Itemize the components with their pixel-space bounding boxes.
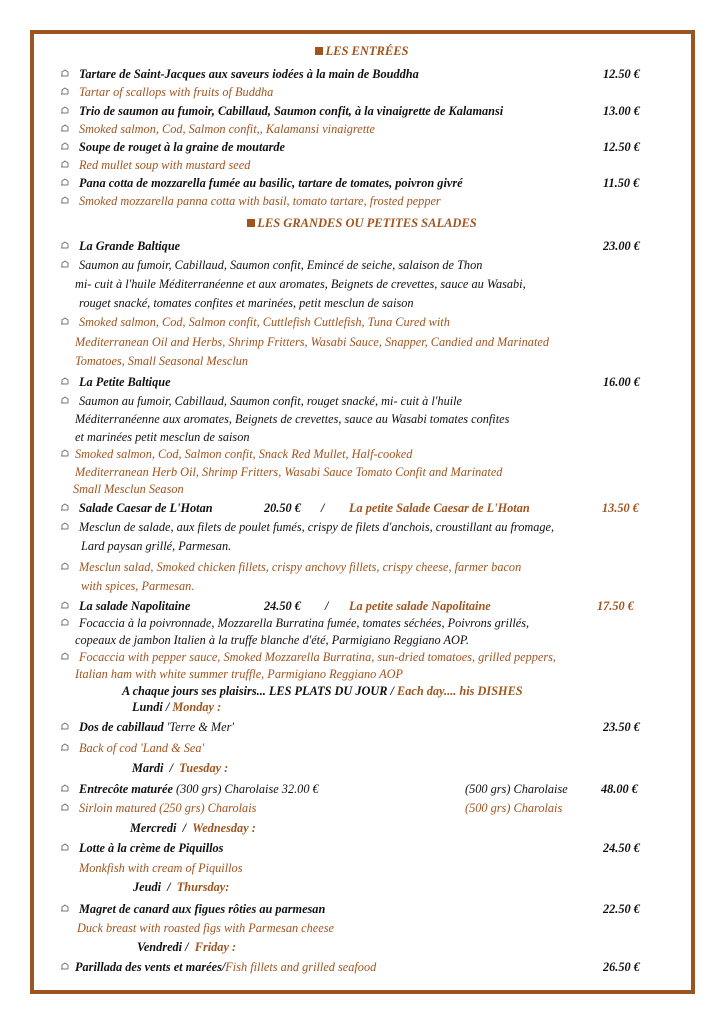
- entree-2-en: Smoked salmon, Cod, Salmon confit,, Kalamansi vinaigrette: [79, 122, 376, 136]
- plats-intro-en: Each day.... his DISHES: [397, 684, 523, 698]
- petite-baltique-en-3: Small Mesclun Season: [73, 482, 184, 496]
- bullet-icon: [60, 803, 69, 811]
- mercredi-dish-fr: Lotte à la crème de Piquillos: [79, 841, 224, 855]
- bullet-icon: [60, 87, 69, 95]
- petite-baltique-en-2: Mediterranean Herb Oil, Shrimp Fritters, Wasabi Sauce Tomato Confit and Marinated: [75, 465, 503, 479]
- bullet-icon: [60, 618, 69, 626]
- napolitaine-desc-2: copeaux de jambon Italien à la truffe blanche d'été, Parmigiano Reggiano AOP.: [75, 633, 469, 647]
- napolitaine-en-1: Focaccia with pepper sauce, Smoked Mozzarella Burratina, sun-dried tomatoes, grilled peppers,: [79, 650, 557, 664]
- napolitaine-title: La salade Napolitaine: [79, 599, 191, 613]
- caesar-en-1: Mesclun salad, Smoked chicken fillets, crispy anchovy fillets, crispy cheese, farmer bacon: [79, 560, 522, 574]
- grande-baltique-en-2: Mediterranean Oil and Herbs, Shrimp Fritters, Wasabi Sauce, Snapper, Candied and Marinated: [75, 335, 549, 349]
- entree-4-en: Smoked mozzarella panna cotta with basil, tomato tartare, frosted pepper: [79, 194, 441, 208]
- petite-baltique-desc-1: Saumon au fumoir, Cabillaud, Saumon confit, rouget snacké, mi- cuit à l'huile: [79, 394, 463, 408]
- day-label-mardi: Mardi / Tuesday :: [132, 761, 229, 775]
- mercredi-price: 24.50 €: [603, 841, 640, 855]
- lundi-dish-fr: Dos de cabillaud 'Terre & Mer': [79, 720, 234, 734]
- bullet-icon: [60, 522, 69, 530]
- grande-baltique-en-3: Tomatoes, Small Seasonal Mesclun: [75, 354, 249, 368]
- bullet-icon: [60, 142, 69, 150]
- entree-3-en: Red mullet soup with mustard seed: [79, 158, 251, 172]
- grande-baltique-title: La Grande Baltique: [79, 239, 181, 253]
- jeudi-dish-fr: Magret de canard aux figues rôties au parmesan: [79, 902, 326, 916]
- mardi-price: 48.00 €: [601, 782, 638, 796]
- entree-1-en: Tartar of scallops with fruits of Buddha: [79, 85, 274, 99]
- square-bullet-icon: [247, 219, 255, 227]
- bullet-icon: [60, 503, 69, 511]
- vendredi-dish: Parillada des vents et marées/Fish fillets and grilled seafood: [75, 960, 377, 974]
- bullet-icon: [60, 69, 69, 77]
- jeudi-price: 22.50 €: [603, 902, 640, 916]
- bullet-icon: [60, 449, 69, 457]
- caesar-desc-2: Lard paysan grillé, Parmesan.: [81, 539, 232, 553]
- mardi-right-fr: (500 grs) Charolaise: [465, 782, 568, 796]
- napolitaine-separator: /: [325, 599, 329, 613]
- napolitaine-petite-price: 17.50 €: [597, 599, 634, 613]
- mardi-dish-en: Sirloin matured (250 grs) Charolais: [79, 801, 257, 815]
- bullet-icon: [60, 652, 69, 660]
- bullet-icon: [60, 843, 69, 851]
- section-heading-entrees: LES ENTRÉES: [0, 44, 724, 59]
- grande-baltique-desc-3: rouget snacké, tomates confites et marinées, petit mesclun de saison: [79, 296, 414, 310]
- lundi-dish-en: Back of cod 'Land & Sea': [79, 741, 205, 755]
- plats-intro: [122, 683, 523, 699]
- caesar-separator: /: [321, 501, 325, 515]
- caesar-petite-price: 13.50 €: [602, 501, 639, 515]
- entree-3-price: 12.50 €: [603, 140, 640, 154]
- day-label-lundi: Lundi / Monday :: [132, 700, 222, 714]
- bullet-icon: [60, 106, 69, 114]
- bullet-icon: [60, 317, 69, 325]
- bullet-icon: [60, 160, 69, 168]
- entree-4-fr: Pana cotta de mozzarella fumée au basilic, tartare de tomates, poivron givré: [79, 176, 463, 190]
- mardi-right-en: (500 grs) Charolais: [465, 801, 563, 815]
- bullet-icon: [60, 904, 69, 912]
- bullet-icon: [60, 784, 69, 792]
- bullet-icon: [60, 743, 69, 751]
- jeudi-dish-en: Duck breast with roasted figs with Parmesan cheese: [77, 921, 334, 935]
- mercredi-dish-en: Monkfish with cream of Piquillos: [79, 861, 243, 875]
- entree-2-fr: Trio de saumon au fumoir, Cabillaud, Saumon confit, à la vinaigrette de Kalamansi: [79, 104, 504, 118]
- mardi-dish-fr: Entrecôte maturée (300 grs) Charolaise 32.00 €: [79, 782, 319, 796]
- petite-baltique-desc-3: et marinées petit mesclun de saison: [75, 430, 250, 444]
- entree-2-price: 13.00 €: [603, 104, 640, 118]
- caesar-desc-1: Mesclun de salade, aux filets de poulet fumés, crispy de filets d'anchois, croustillant au fromage,: [79, 520, 555, 534]
- napolitaine-petite-title: La petite salade Napolitaine: [349, 599, 491, 613]
- grande-baltique-desc-1: Saumon au fumoir, Cabillaud, Saumon confit, Emincé de seiche, salaison de Thon: [79, 258, 483, 272]
- caesar-petite-title: La petite Salade Caesar de L'Hotan: [349, 501, 530, 515]
- bullet-icon: [60, 260, 69, 268]
- entree-1-price: 12.50 €: [603, 67, 640, 81]
- bullet-icon: [60, 601, 69, 609]
- bullet-icon: [60, 241, 69, 249]
- petite-baltique-price: 16.00 €: [603, 375, 640, 389]
- petite-baltique-en-1: Smoked salmon, Cod, Salmon confit, Snack Red Mullet, Half-cooked: [75, 447, 413, 461]
- bullet-icon: [60, 962, 69, 970]
- caesar-en-2: with spices, Parmesan.: [81, 579, 195, 593]
- square-bullet-icon: [315, 47, 323, 55]
- plats-intro-fr: A chaque jours ses plaisirs... LES PLATS DU JOUR /: [122, 684, 394, 698]
- entree-4-price: 11.50 €: [603, 176, 640, 190]
- napolitaine-desc-1: Focaccia à la poivronnade, Mozzarella Burratina fumée, tomates séchées, Poivrons grillés,: [79, 616, 530, 630]
- bullet-icon: [60, 178, 69, 186]
- bullet-icon: [60, 124, 69, 132]
- bullet-icon: [60, 377, 69, 385]
- entree-1-fr: Tartare de Saint-Jacques aux saveurs iodées à la main de Bouddha: [79, 67, 419, 81]
- day-label-mercredi: Mercredi / Wednesday :: [130, 821, 256, 835]
- lundi-price: 23.50 €: [603, 720, 640, 734]
- napolitaine-price: 24.50 €: [264, 599, 301, 613]
- petite-baltique-desc-2: Méditerranéenne aux aromates, Beignets de crevettes, sauce au Wasabi tomates confites: [75, 412, 510, 426]
- bullet-icon: [60, 196, 69, 204]
- day-label-jeudi: Jeudi / Thursday:: [133, 880, 230, 894]
- day-label-vendredi: Vendredi / Friday :: [137, 940, 237, 954]
- grande-baltique-price: 23.00 €: [603, 239, 640, 253]
- caesar-price: 20.50 €: [264, 501, 301, 515]
- bullet-icon: [60, 396, 69, 404]
- grande-baltique-desc-2: mi- cuit à l'huile Méditerranéenne et aux aromates, Beignets de crevettes, sauce au Wasabi,: [75, 277, 526, 291]
- entree-3-fr: Soupe de rouget à la graine de moutarde: [79, 140, 285, 154]
- napolitaine-en-2: Italian ham with white summer truffle, Parmigiano Reggiano AOP: [75, 667, 404, 681]
- section-heading-salades: LES GRANDES OU PETITES SALADES: [0, 216, 724, 231]
- vendredi-price: 26.50 €: [603, 960, 640, 974]
- bullet-icon: [60, 562, 69, 570]
- petite-baltique-title: La Petite Baltique: [79, 375, 171, 389]
- caesar-title: Salade Caesar de L'Hotan: [79, 501, 213, 515]
- grande-baltique-en-1: Smoked salmon, Cod, Salmon confit, Cuttlefish Cuttlefish, Tuna Cured with: [79, 315, 450, 329]
- bullet-icon: [60, 722, 69, 730]
